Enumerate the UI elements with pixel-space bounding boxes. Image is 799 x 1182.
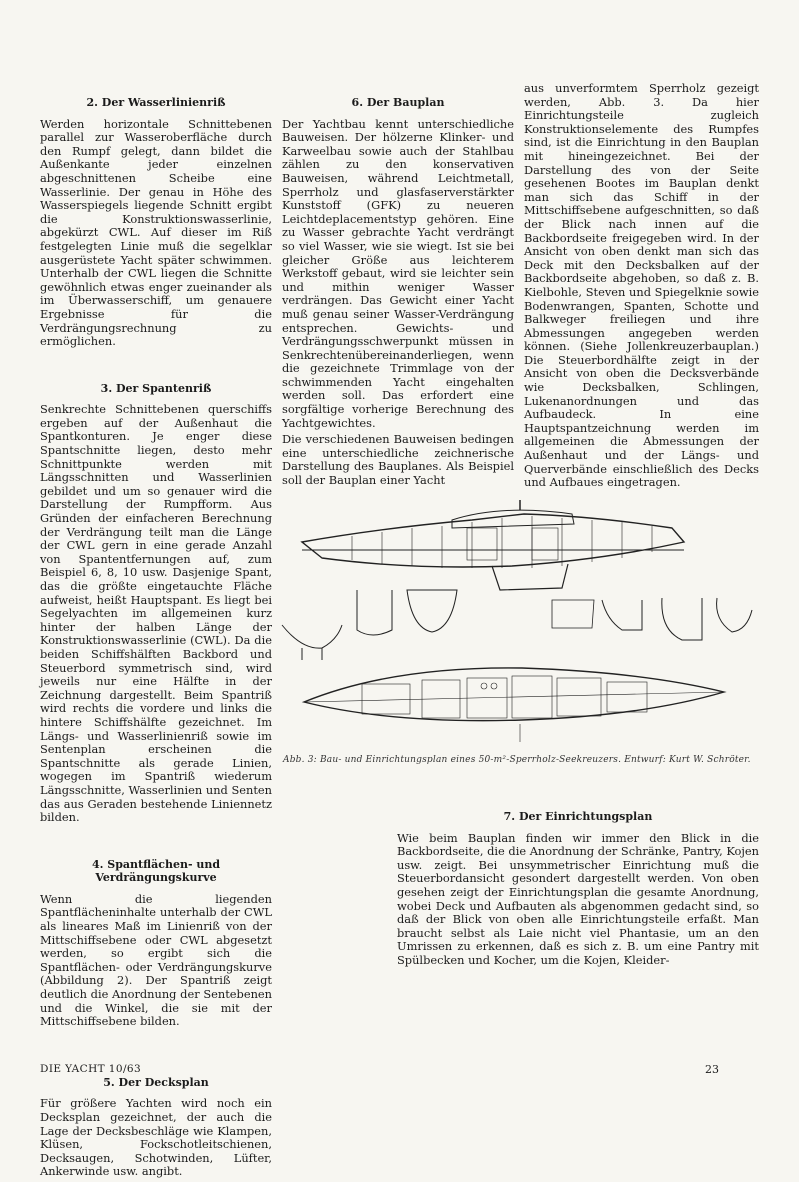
section-body-bauplan-2: Die verschiedenen Bauweisen bedingen eine unterschiedliche zeichnerische Darstellung des Bauplanes. Als Beispiel soll der Bauplan einer Yacht (282, 432, 514, 488)
section-body-spantenriss: Senkrechte Schnittebenen querschiffs ergeben auf der Außenhaut die Spantkonturen. Je enger diese Spantschnitte liegen, desto mehr Schnittpunkte werden mit Längsschnitten und Wasserlinien gebildet und um so genauer wird die Darstellung der Rumpfform. Aus Gründen der einfacheren Berechnung der Verdrängung teilt man die Länge der CWL gern in eine gerade Anzahl von Spantentfernungen auf, zum Beispiel 6, 8, 10 usw. Dasjenige Spant, das die größte eingetauchte Fläche aufweist, heißt Hauptspant. Es liegt bei Segelyachten im allgemeinen kurz hinter der halben Länge der Konstruktionswasserlinie (CWL). Da die beiden Schiffshälften Backbord und Steuerbord symmetrisch sind, wird jeweils nur eine Hälfte in der Zeichnung dargestellt. Beim Spantriß wird rechts die vordere und links die hintere Schiffshälfte gezeichnet. Im Längs- und Wasserlinienriß sowie im Sentenplan erscheinen die Spantschnitte als gerade Linien, wogegen im Spantriß wiederum Längsschnitte, Wasserlinien und Senten das aus Geraden bestehende Liniennetz bilden. (40, 402, 272, 825)
page-number: 23 (705, 1063, 719, 1076)
section-heading-einrichtungsplan: 7. Der Einrichtungsplan (503, 810, 653, 823)
section-heading-spantflaechen: 4. Spantflächen- und Verdrängungskurve (91, 857, 221, 885)
section-body-spantflaechen: Wenn die liegenden Spantflächeninhalte unterhalb der CWL als lineares Maß im Linienriß von der Mittschiffsebene oder CWL abgesetzt werden, so ergibt sich die Spantflächen- oder Verdrängungskurve (Abbildung 2). Der Spantriß zeigt deutlich die Anordnung der Sentebenen und die Winkel, die sie mit der Mittschiffsebene bilden. (40, 891, 272, 1029)
magazine-issue: DIE YACHT 10/63 (40, 1063, 142, 1075)
column-bottom-right (397, 810, 759, 971)
figure-caption: Abb. 3: Bau- und Einrichtungsplan eines 50-m²-Sperrholz-Seekreuzers. Entwurf: Kurt W. Schröter. (283, 755, 751, 765)
section-body-wasserlinienriss: Werden horizontale Schnittebenen parallel zur Wasseroberfläche durch den Rumpf gelegt, dann bildet die Außenkante jeder einzelnen abgeschnittenen Scheibe eine Wasserlinie. Der genau in Höhe des Wasserspiegels liegende Schnitt ergibt die Konstruktionswasserlinie, abgekürzt CWL. Auf dieser im Riß festgelegten Linie muß die segelklar ausgerüstete Yacht später schwimmen. Unterhalb der CWL liegen die Schnitte gewöhnlich etwas enger zueinander als im Überwasserschiff, um genauere Ergebnisse für die Verdrängungsrechnung zu ermöglichen. (40, 116, 272, 349)
section-body-einrichtungsplan: Wie beim Bauplan finden wir immer den Blick in die Backbordseite, die die Anordnung der Schränke, Pantry, Kojen usw. zeigt. Bei unsymmetrischer Einrichtung muß die Steuerbordansicht gesondert dargestellt werden. Von oben gesehen zeigt der Einrichtungsplan die gesamte Anordnung, wobei Deck und Aufbauten als abgenommen gedacht sind, so daß der Blick von oben alle Einrichtungsteile erfaßt. Man braucht selbst als Laie nicht viel Phantasie, um an den Umrissen zu erkennen, daß es sich z. B. um eine Pantry mit Spülbecken und Kocher, um die Kojen, Kleider- (397, 830, 759, 967)
section-body-bauplan-1: Der Yachtbau kennt unterschiedliche Bauweisen. Der hölzerne Klinker- und Karweelbau sowie auch der Stahlbau zählen zu den konservativen Bauweisen, während Leichtmetall, Sperrholz und glasfaserverstärkter Kunststoff (GFK) zu neueren Leichtdeplacementstyp gehören. Eine zu Wasser gebrachte Yacht verdrängt so viel Wasser, wie sie wiegt. Ist sie bei gleicher Größe aus leichterem Werkstoff gebaut, wird sie leichter sein und mithin weniger Wasser verdrängen. Das Gewicht einer Yacht muß genau seiner Wasser-Verdrängung entsprechen. Gewichts- und Verdrängungsschwerpunkt müssen in Senkrechtenübereinanderliegen, wenn die gezeichnete Trimmlage von der schwimmenden Yacht eingehalten werden soll. Das erfordert eine sorgfältige vorherige Berechnung des Yachtgewichtes. (282, 116, 514, 430)
column-left (40, 96, 272, 1182)
section-body-decksplan: Für größere Yachten wird noch ein Decksplan gezeichnet, der auch die Lage der Decksbeschläge wie Klampen, Klüsen, Fockschotleitschienen, Decksaugen, Schotwinden, Lüfter, Ankerwinde usw. angibt. (40, 1096, 272, 1179)
section-heading-decksplan: 5. Der Decksplan (103, 1075, 209, 1089)
section-heading-wasserlinienriss: 2. Der Wasserlinienriß (86, 96, 226, 109)
section-body-bauplan-3: aus unverformtem Sperrholz gezeigt werden, Abb. 3. Da hier Einrichtungsteile zugleich Konstruktionselemente des Rumpfes sind, ist die Einrichtung in den Bauplan mit hineingezeichnet. Bei der Darstellung des von der Seite gesehenen Bootes im Bauplan denkt man sich das Schiff in der Mittschiffsebene aufgeschnitten, so daß der Blick nach innen auf die Backbordseite freigegeben wird. In der Ansicht von oben denkt man sich das Deck mit den Decksbalken auf der Backbordseite abgehoben, so daß z. B. Kielbohle, Steven und Spiegelknie sowie Bodenwrangen, Spanten, Schotte und Balkweger freiliegen und ihre Abmessungen angegeben werden können. (Siehe Jollenkreuzerbauplan.) Die Steuerbordhälfte zeigt in der Ansicht von oben die Decksverbände wie Decksbalken, Schlingen, Lukenanordnungen und das Aufbaudeck. In eine Hauptspantzeichnung werden im allgemeinen die Abmessungen der Außenhaut und der Längs- und Querverbände einschließlich des Decks und Aufbaues eingetragen. (524, 81, 759, 490)
section-heading-spantenriss: 3. Der Spantenriß (100, 381, 212, 395)
section-heading-bauplan: 6. Der Bauplan (351, 96, 445, 109)
column-right (524, 82, 759, 493)
column-middle (282, 96, 514, 491)
yacht-construction-plan-drawing (262, 480, 762, 748)
